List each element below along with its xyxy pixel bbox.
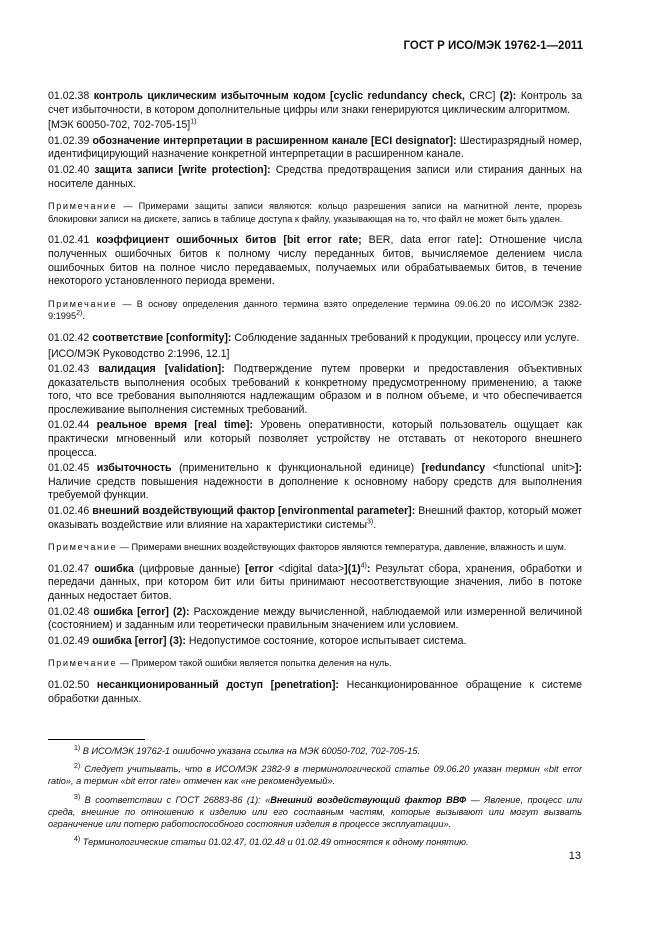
footnote-4 bbox=[48, 836, 582, 848]
entry-01-02-39 bbox=[48, 135, 582, 162]
entry-definition: Уровень оперативности, который пользователь ощущает как практически мгновенный или который позволяет устройству не отставать от некоторого внешнего процесса. bbox=[48, 419, 582, 459]
footnote-mark: 1) bbox=[74, 744, 81, 752]
entry-01-02-47: 01.02.47 ошибка (цифровые данные) [error <digital $data>](1)^{4)}$: Результат сбора, хранения, обработки и передачи данных, при котором бит или биты принимают несоответствующие значения, либо в потоке данных недостает битов. bbox=[48, 562, 582, 602]
entry-number: 01.02.44 bbox=[48, 419, 90, 432]
note-label: Примечание bbox=[48, 658, 118, 669]
note-label: Примечание bbox=[48, 201, 118, 212]
footnote-mark: 3) bbox=[74, 793, 81, 801]
footnote-text: Терминологические статьи 01.02.47, 01.02.48 и 01.02.49 относятся к одному понятию. bbox=[82, 837, 469, 848]
note-01-02-40 bbox=[48, 200, 582, 225]
entry-qualifier-en: <digital data> bbox=[278, 562, 345, 575]
entry-definition: Подтверждение путем проверки и предоставления объективных доказательств выполнения особых требований к конкретному предусмотренному применению, а также того, что все требования выполняются надлежащим образом и в полном объеме, и что обеспечивается прослеживание выполнения системных требований. bbox=[48, 363, 582, 416]
entry-number: 01.02.42 bbox=[48, 331, 90, 344]
footnote-mark: 2) bbox=[74, 763, 81, 771]
entry-source: [ИСО/МЭК Руководство 2:1996, 12.1] bbox=[48, 347, 230, 360]
entry-01-02-43 bbox=[48, 363, 582, 417]
entry-definition: Наличие средств повышения надежности в дополнение к основному набору средств для выполнения требуемой функции. bbox=[48, 475, 582, 502]
entry-index: (2): bbox=[499, 90, 517, 102]
note-text: — В основу определения данного термина взято определение термина 09.06.20 по ИСО/МЭК 2382-9:1995 bbox=[48, 298, 582, 322]
entry-term: внешний воздействующий фактор [environmental parameter]: bbox=[92, 505, 416, 518]
entry-01-02-41: 01.02.41 коэффициент ошибочных битов [bit error rate; BER, data error rate]: Отношение числа полученных ошибочных битов к полному числу переданных битов, вычисляемое делением числа ошибочных битов на полное число передаваемых, получаемых или обрабатываемых битов, в течение некоторого установленного периода времени. bbox=[48, 234, 582, 288]
entry-01-02-49 bbox=[48, 635, 582, 649]
entry-number: 01.02.41 bbox=[48, 234, 90, 247]
note-label: Примечание bbox=[48, 542, 118, 553]
entry-abbreviation: BER, data error rate] bbox=[368, 234, 479, 247]
note-label: Примечание bbox=[48, 298, 118, 309]
entry-definition: Результат сбора, хранения, обработки и передачи данных, при котором бит или биты принимают несоответствующие значения, либо в потоке данных недостает битов. bbox=[48, 562, 582, 602]
entry-term: контроль циклическим избыточным кодом [cyclic redundancy check, bbox=[93, 90, 465, 102]
entry-source: [МЭК 60050-702, 702-705-15]$^{1)}$ bbox=[48, 118, 197, 132]
entry-definition: Контроль за счет избыточности, в котором дополнительные цифры или знаки генерируются циклическим алгоритмом. bbox=[48, 90, 582, 116]
entry-term: ошибка [error] (2): bbox=[93, 605, 190, 618]
entry-definition: Средства предотвращения записи или стирания данных на носителе данных. bbox=[48, 163, 582, 190]
entry-01-02-46: 01.02.46 внешний воздействующий фактор [environmental parameter]: Внешний фактор, который может оказывать воздействие или влияние на характеристики системы$^{3)}$. bbox=[48, 505, 582, 531]
entry-01-02-44 bbox=[48, 419, 582, 460]
note-text: — Примером такой ошибки является попытка деления на нуль. bbox=[119, 658, 392, 669]
entry-definition: Внешний фактор, который может оказывать воздействие или влияние на характеристики системы bbox=[48, 505, 582, 531]
footnote-text: В ИСО/МЭК 19762-1 ошибочно указана ссылка на МЭК 60050-702, 702-705-15. bbox=[82, 746, 420, 756]
note-01-02-41: Примечание — В основу определения данного термина взято определение термина 09.06.20 по ИСО/МЭК 2382-9:1995$^{2)}$. bbox=[48, 298, 582, 322]
document-body bbox=[48, 90, 582, 708]
note-01-02-49 bbox=[48, 657, 582, 670]
entry-term-en: [redundancy bbox=[421, 462, 486, 475]
entry-definition: Несанкционированное обращение к системе обработки данных. bbox=[48, 678, 582, 705]
entry-term: валидация [validation]: bbox=[98, 363, 225, 376]
entry-01-02-50 bbox=[48, 679, 582, 706]
entry-01-02-42 bbox=[48, 332, 582, 346]
note-01-02-46 bbox=[48, 541, 582, 554]
page-header: ГОСТ Р ИСО/МЭК 19762-1—2011 bbox=[403, 40, 583, 52]
note-text: — Примерами внешних воздействующих факторов являются температура, давление, влажность и шум. bbox=[119, 542, 567, 553]
entry-term: обозначение интерпретации в расширенном канале [ECI designator]: bbox=[92, 134, 457, 147]
entry-abbreviation: CRC] bbox=[469, 90, 496, 102]
entry-term: ошибка [error] (3): bbox=[92, 634, 186, 647]
entry-number: 01.02.50 bbox=[48, 678, 90, 691]
footnote-ref: 4) bbox=[360, 562, 367, 570]
entry-term: защита записи [write protection]: bbox=[94, 163, 271, 176]
entry-01-02-45: 01.02.45 избыточность (применительно к функциональной единице) [redundancy <functional unit>]: Наличие средств повышения надежности в дополнение к основному набору средств для выполнения требуемой функции. bbox=[48, 462, 582, 502]
entry-number: 01.02.40 bbox=[48, 163, 90, 176]
footnote-ref: 2) bbox=[76, 310, 83, 318]
entry-definition: Соблюдение заданных требований к продукции, процессу или услуге. bbox=[234, 331, 580, 344]
entry-definition: Недопустимое состояние, которое испытывает система. bbox=[188, 634, 467, 647]
entry-qualifier: (применительно к функциональной единице) bbox=[179, 462, 415, 475]
entry-definition: Отношение числа полученных ошибочных битов к полному числу переданных битов, вычисляемое делением числа ошибочных битов на полное число передаваемых, получаемых или обрабатываемых битов, в течение некоторого установленного периода времени. bbox=[48, 234, 582, 288]
entry-number: 01.02.39 bbox=[48, 134, 90, 147]
entry-term: избыточность bbox=[96, 462, 172, 475]
entry-01-02-40 bbox=[48, 164, 582, 191]
page-number: 13 bbox=[568, 850, 581, 862]
entry-term: коэффициент ошибочных битов [bit error rate; bbox=[96, 234, 362, 247]
footnote-ref: 3) bbox=[367, 518, 374, 526]
entry-term: несанкционированный доступ [penetration]: bbox=[96, 678, 339, 691]
entry-number: 01.02.45 bbox=[48, 462, 90, 475]
footnote-mark: 4) bbox=[74, 836, 81, 844]
entry-definition: Шестиразрядный номер, идентифицирующий назначение конкретной интерпретации в расширенном канале. bbox=[48, 134, 582, 161]
entry-term: соответствие [conformity]: bbox=[92, 331, 232, 344]
entry-number: 01.02.47 bbox=[48, 562, 90, 575]
footnotes bbox=[48, 745, 582, 854]
entry-number: 01.02.48 bbox=[48, 605, 90, 618]
entry-definition: Расхождение между вычисленной, наблюдаемой или измеренной величиной (состоянием) и заданным или теоретически правильным значением или условием. bbox=[48, 605, 582, 632]
entry-term-en: [error bbox=[245, 562, 274, 575]
entry-number: 01.02.46 bbox=[48, 505, 90, 518]
entry-term: реальное время [real time]: bbox=[96, 419, 253, 432]
entry-qualifier-en: <functional unit> bbox=[492, 462, 575, 475]
entry-qualifier: (цифровые данные) bbox=[138, 562, 240, 575]
footnote-2 bbox=[48, 763, 582, 787]
entry-01-02-38 bbox=[48, 90, 582, 117]
footnote-3: $^{3)}$ В соответствии с ГОСТ 26883-86 (1): «Внешний воздействующий фактор ВВФ — Явление, процесс или среда, внешние по отношению к изделию или его составным частям, которые вызывают или могут вызвать ограничение или потерю работоспособного состояния изделия в процессе эксплуатации». bbox=[48, 793, 582, 830]
entry-01-02-48 bbox=[48, 606, 582, 633]
footnote-term: Внешний воздействующий фактор ВВФ bbox=[270, 794, 467, 805]
footnote-text: Следует учитывать, что в ИСО/МЭК 2382-9 в терминологической статье 09.06.20 указан термин «bit error ratio», а термин «bit error rate» отмечен как «не рекомендуемый». bbox=[48, 764, 583, 787]
footnote-divider bbox=[48, 739, 145, 740]
note-text: — Примерами защиты записи являются: кольцо разрешения записи на магнитной ленте, прорезь блокировки записи на дискете, запись в таблице доступа к файлу, указывающая на то, что файл не может быть удален. bbox=[48, 201, 582, 224]
footnote-ref: 1) bbox=[190, 118, 197, 126]
entry-number: 01.02.43 bbox=[48, 363, 90, 376]
footnote-text: В соответствии с ГОСТ 26883-86 (1): « bbox=[84, 794, 271, 805]
entry-number: 01.02.49 bbox=[48, 634, 90, 647]
footnote-1 bbox=[48, 745, 582, 757]
entry-number: 01.02.38 bbox=[48, 90, 90, 102]
entry-term: ошибка bbox=[94, 562, 134, 575]
